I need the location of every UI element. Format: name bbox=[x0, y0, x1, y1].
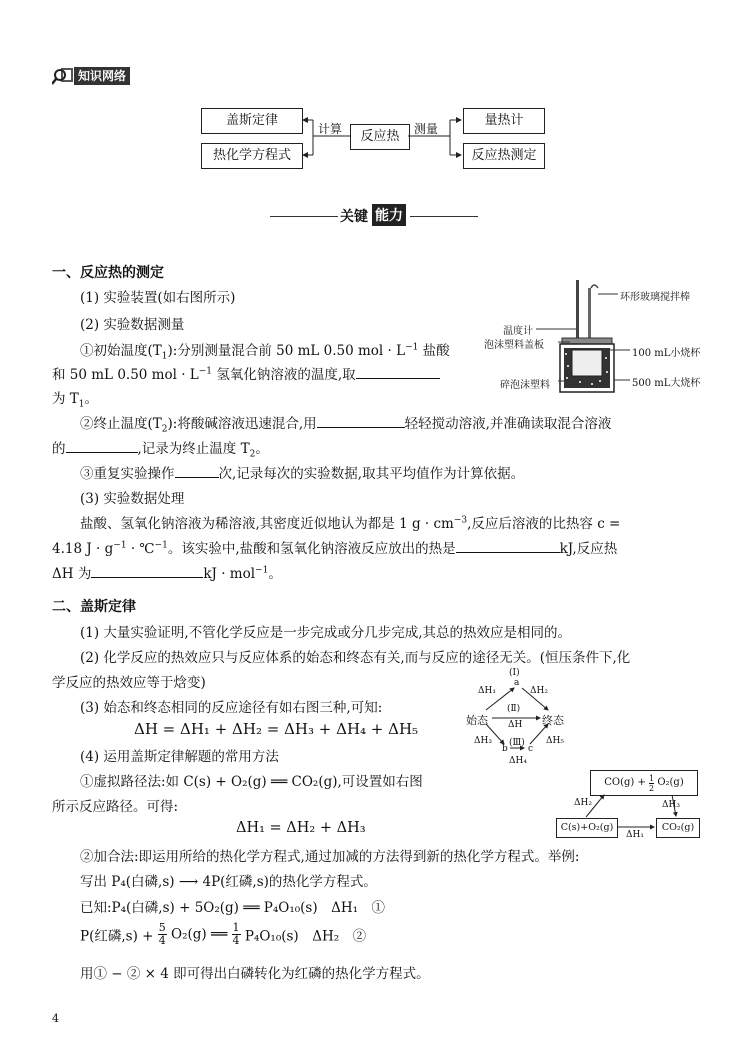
text: ③重复实验操作 bbox=[80, 466, 175, 482]
hess-r2: (Ⅱ) bbox=[507, 704, 521, 714]
sup: −1 bbox=[198, 366, 213, 377]
text: O₂(g) ══ bbox=[171, 926, 228, 943]
path-dh2: ΔH₂ bbox=[574, 798, 592, 808]
hess-dh: ΔH bbox=[508, 720, 523, 730]
s1-p3 bbox=[80, 339, 450, 362]
denominator: 4 bbox=[232, 934, 240, 947]
blank-reaction-heat[interactable] bbox=[91, 563, 203, 578]
text: ②终止温度(T bbox=[80, 416, 162, 432]
text: P₄O₁₀(s) ΔH₂ ② bbox=[244, 928, 367, 945]
denominator: 4 bbox=[158, 934, 166, 947]
banner-line-right bbox=[410, 216, 478, 217]
s2-p4: (4) 运用盖斯定律解题的常用方法 bbox=[80, 749, 279, 765]
s2-p5a: ①虚拟路径法:如 C(s) + O₂(g) ══ CO₂(g),可设置如右图 bbox=[80, 774, 423, 790]
blank-repeat-count[interactable] bbox=[175, 463, 219, 478]
sub: 1 bbox=[78, 399, 85, 410]
banner-left: 关键 bbox=[340, 209, 368, 225]
text: 。 bbox=[84, 391, 99, 407]
sup: −1 bbox=[113, 540, 127, 551]
text: 次,记录每次的实验数据,取其平均值作为计算依据。 bbox=[218, 466, 525, 482]
text: 盐酸 bbox=[418, 343, 450, 359]
hess-dh4: ΔH₄ bbox=[509, 756, 527, 766]
hess-a: a bbox=[514, 678, 520, 688]
text: 的 bbox=[52, 441, 66, 457]
sup: −1 bbox=[405, 342, 419, 353]
s1-p11 bbox=[52, 537, 617, 557]
hess-dh1: ΔH₁ bbox=[478, 686, 496, 696]
hess-b: b bbox=[502, 744, 508, 754]
hess-dh2: ΔH₂ bbox=[530, 686, 548, 696]
s2-eq2: ΔH₁ = ΔH₂ + ΔH₃ bbox=[236, 820, 366, 836]
text: CO(g) + bbox=[604, 777, 646, 788]
s1-p12 bbox=[52, 562, 282, 582]
hess-r3: (Ⅲ) bbox=[509, 738, 525, 748]
sup: −3 bbox=[453, 515, 468, 526]
text: kJ,反应热 bbox=[559, 541, 618, 557]
path-left-box: C(s)+O₂(g) bbox=[556, 818, 618, 838]
text: 为 T bbox=[52, 391, 79, 407]
box-hess-law: 盖斯定律 bbox=[201, 108, 303, 134]
s2-p2b: 学反应的热效应等于焓变) bbox=[52, 675, 206, 691]
s2-p10: 用① − ② × 4 即可得出白磷转化为红磷的热化学方程式。 bbox=[80, 966, 430, 982]
text: ①初始温度(T bbox=[80, 343, 162, 359]
hess-start: 始态 bbox=[466, 714, 488, 727]
label-measure: 测量 bbox=[414, 122, 439, 136]
s1-p5 bbox=[52, 387, 98, 410]
path-dh1: ΔH₁ bbox=[626, 830, 644, 840]
sup: −1 bbox=[154, 540, 168, 551]
blank-final-temp[interactable] bbox=[66, 438, 138, 453]
path-dh3: ΔH₃ bbox=[662, 800, 680, 810]
text: kJ · mol bbox=[203, 566, 256, 582]
sub: 2 bbox=[161, 424, 168, 435]
text: ):将酸碱溶液迅速混合,用 bbox=[167, 416, 317, 432]
s2-p3: (3) 始态和终态相同的反应途径有如右图三种,可知: bbox=[80, 700, 383, 716]
section1-title: 一、反应热的测定 bbox=[52, 265, 164, 281]
numerator: 1 bbox=[649, 773, 655, 783]
denominator: 2 bbox=[649, 783, 655, 793]
s2-p6: ②加合法:即运用所给的热化学方程式,通过加减的方法得到新的热化学方程式。举例: bbox=[80, 849, 580, 865]
hess-r1: (Ⅰ) bbox=[509, 668, 520, 678]
blank-stirrer[interactable] bbox=[317, 413, 405, 428]
text: ΔH 为 bbox=[52, 566, 92, 582]
text: 。 bbox=[255, 441, 269, 457]
label-thermometer: 温度计 bbox=[503, 326, 533, 337]
blank-initial-temp[interactable] bbox=[356, 364, 440, 379]
sub: 2 bbox=[249, 449, 256, 460]
s1-p6 bbox=[80, 412, 611, 435]
label-small-beaker: 100 mL小烧杯 bbox=[632, 348, 701, 359]
section2-title: 二、盖斯定律 bbox=[52, 599, 136, 615]
banner-line-left bbox=[270, 216, 338, 217]
s1-p4 bbox=[52, 363, 440, 383]
banner-right: 能力 bbox=[372, 204, 406, 226]
hess-dh3: ΔH₃ bbox=[474, 736, 492, 746]
text: 轻轻搅动溶液,并准确读取混合溶液 bbox=[404, 416, 612, 432]
s2-p7: 写出 P₄(白磷,s) ⟶ 4P(红磷,s)的热化学方程式。 bbox=[80, 874, 377, 890]
s1-p8 bbox=[80, 462, 524, 482]
path-right-box: CO₂(g) bbox=[656, 818, 700, 838]
box-heat-measurement: 反应热测定 bbox=[463, 143, 545, 169]
text: O₂(g) bbox=[657, 777, 684, 788]
text: · ℃ bbox=[126, 541, 155, 557]
text: 。 bbox=[268, 566, 282, 582]
s2-p5b: 所示反应路径。可得: bbox=[52, 799, 179, 815]
box-calorimeter: 量热计 bbox=[463, 108, 545, 134]
network-connectors bbox=[0, 0, 750, 200]
s1-p1: (1) 实验装置(如右图所示) bbox=[80, 290, 236, 306]
header-label: 知识网络 bbox=[74, 67, 130, 85]
text: ,记录为终止温度 T bbox=[137, 441, 250, 457]
text: 盐酸、氢氧化钠溶液为稀溶液,其密度近似地认为都是 1 g · cm bbox=[80, 516, 454, 532]
s1-p2: (2) 实验数据测量 bbox=[80, 317, 185, 333]
text: 。该实验中,盐酸和氢氧化钠溶液反应放出的热是 bbox=[167, 541, 456, 557]
text: 和 50 mL 0.50 mol · L bbox=[52, 367, 199, 383]
hess-dh5: ΔH₅ bbox=[546, 736, 564, 746]
label-large-beaker: 500 mL大烧杯 bbox=[632, 378, 701, 389]
text: P(红磷,s) + bbox=[80, 928, 154, 945]
label-stirring-rod: 环形玻璃搅拌棒 bbox=[620, 292, 690, 303]
text: 4.18 J · g bbox=[52, 541, 114, 557]
label-foam-lid: 泡沫塑料盖板 bbox=[484, 340, 544, 351]
blank-heat-released[interactable] bbox=[456, 538, 560, 553]
label-foam-pieces: 碎泡沫塑料 bbox=[500, 380, 550, 391]
s1-p7 bbox=[52, 437, 269, 460]
page-number: 4 bbox=[52, 1012, 59, 1025]
sub: 1 bbox=[161, 351, 168, 362]
s2-eq1: ΔH = ΔH₁ + ΔH₂ = ΔH₃ + ΔH₄ + ΔH₅ bbox=[134, 720, 419, 738]
label-calculate: 计算 bbox=[318, 122, 343, 136]
s2-p9 bbox=[80, 922, 366, 954]
s2-p2a: (2) 化学反应的热效应只与反应体系的始态和终态有关,而与反应的途径无关。(恒压条件下,化 bbox=[80, 650, 631, 666]
fraction-1-4 bbox=[232, 922, 241, 947]
text: ):分别测量混合前 50 mL 0.50 mol · L bbox=[167, 343, 406, 359]
s1-p10 bbox=[80, 512, 620, 532]
numerator: 5 bbox=[158, 921, 166, 934]
box-reaction-heat: 反应热 bbox=[350, 124, 410, 150]
text: ,反应后溶液的比热容 c = bbox=[467, 516, 621, 532]
sup: −1 bbox=[255, 565, 269, 576]
fraction-5-4 bbox=[158, 922, 167, 947]
s2-p8: 已知:P₄(白磷,s) + 5O₂(g) ══ P₄O₁₀(s) ΔH₁ ① bbox=[80, 900, 386, 916]
s1-p9: (3) 实验数据处理 bbox=[80, 491, 185, 507]
box-thermo-equation: 热化学方程式 bbox=[201, 143, 303, 169]
hess-end: 终态 bbox=[542, 714, 564, 727]
numerator: 1 bbox=[232, 921, 240, 934]
s2-p1: (1) 大量实验证明,不管化学反应是一步完成或分几步完成,其总的热效应是相同的。 bbox=[80, 625, 571, 641]
text: 氢氧化钠溶液的温度,取 bbox=[212, 367, 356, 383]
hess-c: c bbox=[528, 744, 534, 754]
